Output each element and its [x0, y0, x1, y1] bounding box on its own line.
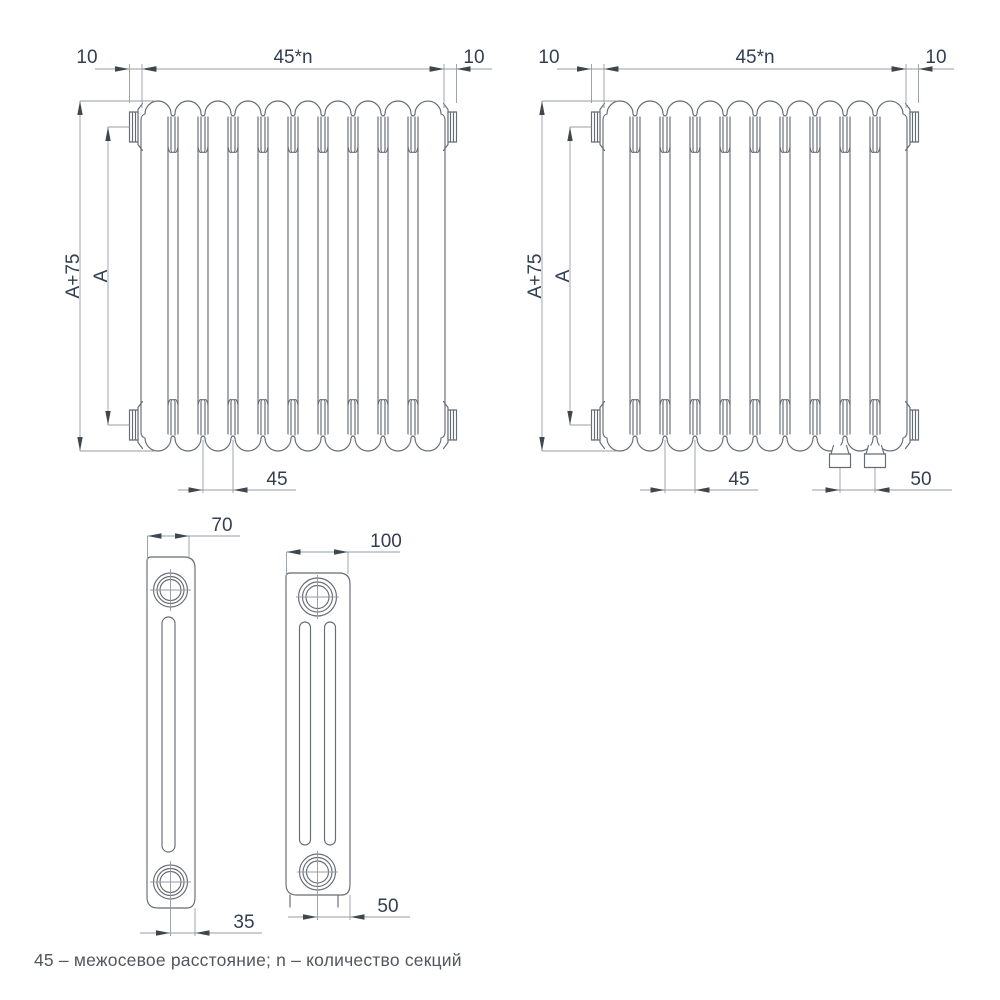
dim-label-bottom-pitch: 50	[910, 469, 932, 490]
dim-label-height-axis: A	[553, 269, 574, 283]
dim-label-offset-right: 10	[925, 47, 947, 68]
dim-label-offset-left: 10	[538, 47, 560, 68]
dim-label-section-pitch: 45	[266, 469, 288, 490]
bottom-valve-right	[865, 446, 886, 468]
dim-label-section-span: 45*n	[273, 47, 313, 68]
dim-label-axis-offset: 35	[233, 912, 255, 933]
dim-label-offset-right: 10	[463, 47, 485, 68]
front-view-bottom-connection	[525, 47, 954, 493]
dim-label-height-overall: A+75	[63, 253, 84, 299]
dim-label-section-pitch: 45	[728, 469, 750, 490]
front-view-side-connection	[63, 47, 492, 493]
drawing-caption: 45 – межосевое расстояние; n – количество секций	[34, 950, 462, 970]
dim-label-height-axis: A	[91, 269, 112, 283]
bottom-valve-left	[830, 446, 851, 468]
dim-label-height-overall: A+75	[525, 253, 546, 299]
side-view-depth-70	[140, 515, 262, 936]
dim-label-axis-offset: 50	[377, 896, 399, 917]
dim-label-section-span: 45*n	[735, 47, 775, 68]
dim-label-depth: 100	[370, 531, 402, 552]
side-view-depth-100	[286, 531, 410, 920]
dim-label-depth: 70	[211, 515, 233, 536]
dim-label-offset-left: 10	[76, 47, 98, 68]
